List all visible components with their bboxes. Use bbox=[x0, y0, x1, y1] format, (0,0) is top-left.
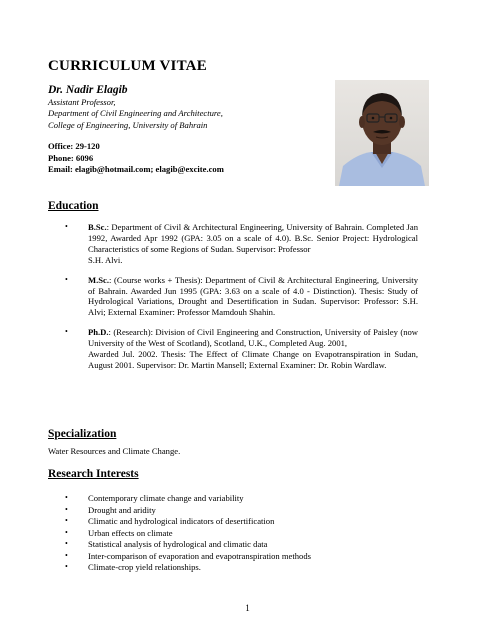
list-item bbox=[48, 528, 418, 539]
page-number: 1 bbox=[245, 603, 250, 613]
research-item-text: Climate-crop yield relationships. bbox=[88, 562, 201, 572]
list-item bbox=[48, 562, 418, 573]
list-item bbox=[48, 327, 418, 371]
research-item-text: Inter-comparison of evaporation and evapotranspiration methods bbox=[88, 550, 311, 561]
office-line: Office: 29-120 bbox=[48, 141, 100, 151]
bullet-icon: • bbox=[65, 550, 68, 560]
education-heading: Education bbox=[48, 200, 99, 212]
list-item bbox=[48, 539, 418, 550]
research-item-text: Climatic and hydrological indicators of desertification bbox=[88, 516, 275, 526]
bullet-icon: • bbox=[65, 493, 68, 502]
specialization-heading: Specialization bbox=[48, 428, 117, 440]
portrait-illustration bbox=[335, 80, 429, 186]
degree-description-tail: Awarded Jul. 2002. Thesis: The Effect of Climate Change on Evapotranspiration in Sudan, August 2001. Supervisor: Dr. Martin Mansell; External Examiner: Dr. Robin Wardlaw. bbox=[88, 349, 418, 370]
bullet-icon: • bbox=[65, 527, 68, 537]
degree-description: : (Course works + Thesis): Department of Civil & Architectural Engineering, University of Bahrain. Awarded Jun 1995 (GPA: 3.63 on a scale of 4.0 - Distinction). Thesis: Study of Hydrological Variations, Drought and Desertification in Sudan. Supervisor: Professor: S.H. Alvi; External Examiner: Professor Mamdouh Shahin. bbox=[88, 274, 418, 318]
education-list bbox=[48, 222, 418, 380]
degree-label: Ph.D. bbox=[88, 327, 109, 338]
affiliation-line: Assistant Professor, bbox=[48, 97, 116, 107]
person-name: Dr. Nadir Elagib bbox=[48, 84, 128, 96]
document-title: CURRICULUM VITAE bbox=[48, 58, 207, 74]
affiliation-line: Department of Civil Engineering and Architecture, bbox=[48, 108, 223, 119]
affiliation-line: College of Engineering, University of Bahrain bbox=[48, 119, 208, 130]
research-item-text: Contemporary climate change and variability bbox=[88, 493, 244, 503]
bullet-icon: • bbox=[65, 562, 68, 571]
portrait-photo bbox=[335, 80, 429, 186]
list-item bbox=[48, 222, 418, 266]
email-line: Email: elagib@hotmail.com; elagib@excite.com bbox=[48, 164, 224, 174]
list-item bbox=[48, 551, 418, 562]
bullet-icon: • bbox=[65, 327, 68, 337]
degree-label: M.Sc. bbox=[88, 274, 110, 285]
research-item-text: Urban effects on climate bbox=[88, 527, 173, 538]
list-item bbox=[48, 275, 418, 319]
specialization-text: Water Resources and Climate Change. bbox=[48, 446, 181, 456]
degree-description: : (Research): Division of Civil Engineering and Construction, University of Paisley (now University of the West of Scotland), Scotland, U.K., Completed Aug. 2001, bbox=[88, 327, 418, 349]
bullet-icon: • bbox=[65, 504, 68, 514]
research-heading: Research Interests bbox=[48, 468, 139, 480]
bullet-icon: • bbox=[65, 222, 68, 231]
bullet-icon: • bbox=[65, 539, 68, 548]
degree-description: : Department of Civil & Architectural Engineering, University of Bahrain. Completed Jan 1992, Awarded Apr 1992 (GPA: 3.05 on a scale of 4.0). B.Sc. Senior Project: Hydrological Characteristics of some Regions of Sudan. Supervisor: Professor bbox=[88, 222, 418, 254]
bullet-icon: • bbox=[65, 274, 68, 284]
bullet-icon: • bbox=[65, 516, 68, 525]
phone-line: Phone: 6096 bbox=[48, 152, 94, 163]
degree-description-tail: S.H. Alvi. bbox=[88, 254, 123, 265]
research-item-text: Statistical analysis of hydrological and climatic data bbox=[88, 539, 268, 549]
research-item-text: Drought and aridity bbox=[88, 504, 156, 515]
list-item bbox=[48, 505, 418, 516]
affiliation-block bbox=[48, 97, 223, 131]
research-list bbox=[48, 493, 418, 574]
list-item bbox=[48, 516, 418, 527]
degree-label: B.Sc. bbox=[88, 222, 107, 232]
list-item bbox=[48, 493, 418, 504]
contact-block bbox=[48, 141, 224, 176]
